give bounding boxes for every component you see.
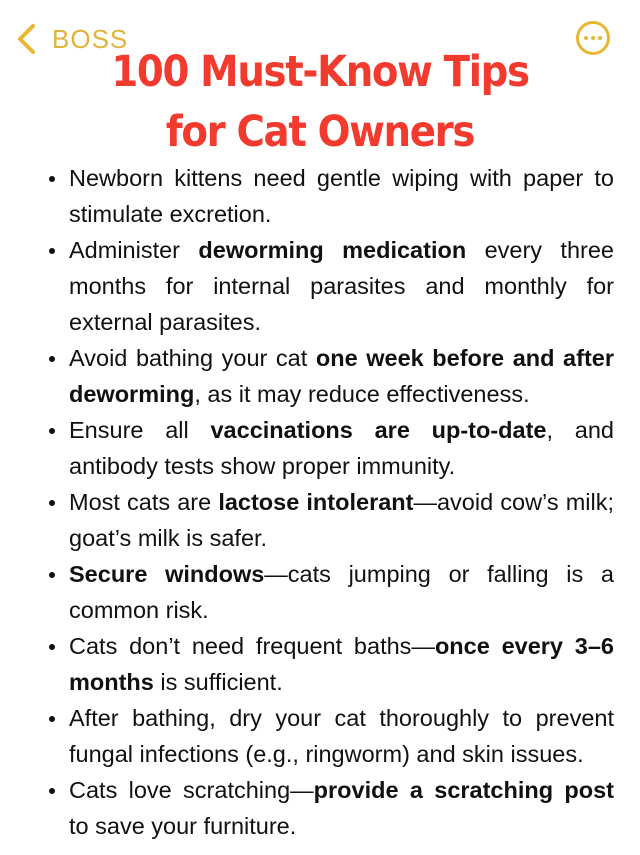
tip-text: Most cats are xyxy=(69,489,219,515)
tips-list xyxy=(42,160,614,844)
tip-highlight: provide a scratching post xyxy=(313,777,615,803)
tip-highlight: lactose intolerant xyxy=(218,489,414,515)
tip-text: Cats love scratching— xyxy=(69,777,314,803)
tip-text: is sufficient. xyxy=(153,669,283,695)
tip-item xyxy=(69,160,614,232)
title-line-2: for Cat Owners xyxy=(165,107,475,157)
tip-text: every three months for internal parasites and monthly for external parasites. xyxy=(69,237,614,335)
tip-text: Avoid bathing your cat xyxy=(69,345,316,371)
tip-highlight: vaccinations are up-to-date xyxy=(210,417,547,443)
tip-item xyxy=(69,772,614,844)
tip-item xyxy=(69,412,614,484)
tip-text: to save your furniture. xyxy=(69,813,297,839)
tip-item xyxy=(69,484,614,556)
tip-text: —avoid cow’s milk; goat’s milk is safer. xyxy=(69,489,614,551)
tip-text: Newborn kittens need gentle wiping with paper to stimulate excretion. xyxy=(69,165,614,227)
tip-highlight: one week before and after deworming xyxy=(69,345,614,407)
tip-item xyxy=(69,628,614,700)
tip-highlight: deworming medication xyxy=(198,237,467,263)
tip-text: Cats don’t need frequent baths— xyxy=(69,633,435,659)
tip-text: After bathing, dry your cat thoroughly to prevent fungal infections (e.g., ringworm) and skin issues. xyxy=(69,705,614,767)
tip-text: Administer xyxy=(69,237,199,263)
tip-text: , and antibody tests show proper immunity. xyxy=(69,417,614,479)
tip-text: —cats jumping or falling is a common risk. xyxy=(69,561,614,623)
more-dot xyxy=(591,36,595,40)
more-dot xyxy=(598,36,602,40)
more-dots-icon xyxy=(584,36,588,40)
tip-item xyxy=(69,700,614,772)
tip-text: , as it may reduce effectiveness. xyxy=(194,381,530,407)
tip-highlight: once every 3–6 months xyxy=(69,633,614,695)
tip-text: Ensure all xyxy=(69,417,211,443)
tip-item xyxy=(69,556,614,628)
title-line-1: 100 Must-Know Tips xyxy=(111,47,529,97)
tip-item xyxy=(69,232,614,340)
back-label: BOSS xyxy=(52,23,129,54)
tip-item xyxy=(69,340,614,412)
page-title xyxy=(32,42,608,162)
tip-highlight: Secure windows xyxy=(69,561,265,587)
